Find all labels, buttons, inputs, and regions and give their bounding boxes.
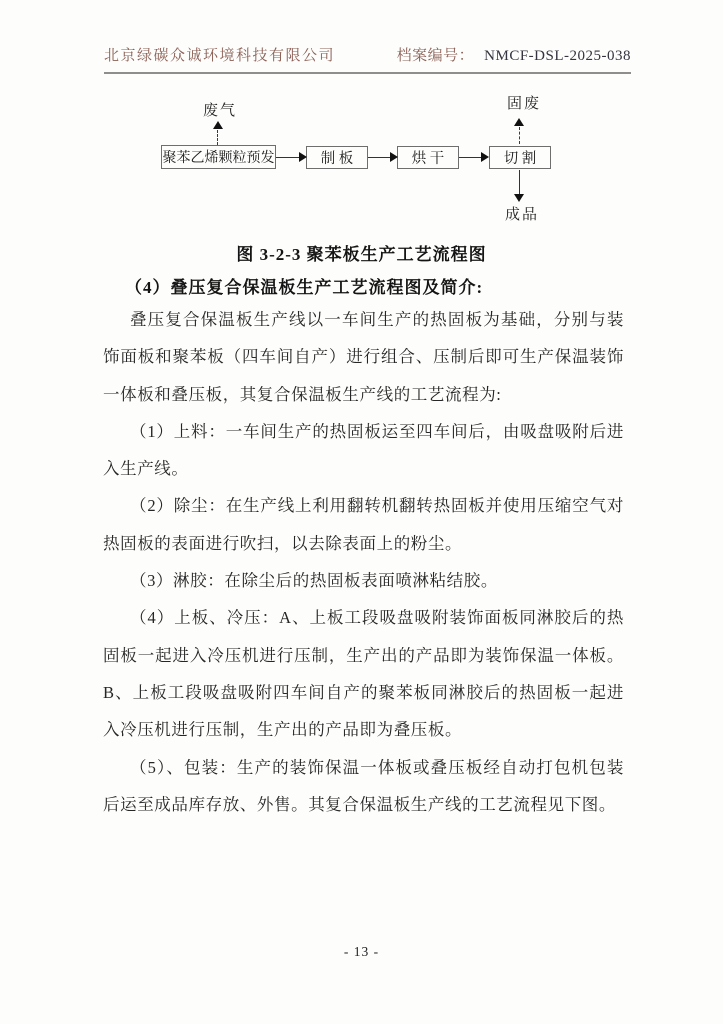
waste-gas-label: 废气 [203,103,238,119]
paragraph-step1: （1）上料：一车间生产的热固板运至四车间后，由吸盘吸附后进入生产线。 [103,421,624,479]
company-name: 北京绿碳众诚环境科技有限公司 [104,48,336,64]
finished-product-label: 成品 [505,207,540,223]
section-heading: （4）叠压复合保温板生产工艺流程图及简介: [125,278,484,297]
dashed-connector [519,127,520,144]
solid-connector [519,170,520,194]
arrow-right-icon [276,157,299,158]
paragraph-step2: （2）除尘：在生产线上利用翻转机翻转热固板并使用压缩空气对热固板的表面进行吹扫，以去除表面上的粉尘。 [103,496,624,553]
arrow-right-icon [459,157,481,158]
paragraph-intro: 叠压复合保温板生产线以一车间生产的热固板为基础，分别与装饰面板和聚苯板（四车间自产）进行组合、压制后即可生产保温装饰一体板和叠压板，其复合保温板生产线的工艺流程为: [103,310,624,404]
figure-caption: 图 3-2-3 聚苯板生产工艺流程图 [236,245,487,264]
dashed-connector [217,130,218,145]
flow-step-cutting: 切 割 [489,146,551,169]
archive-number-block [397,44,631,65]
arrow-down-icon [514,194,524,202]
flow-step-prefoaming: 聚苯乙烯颗粒预发 [161,145,276,169]
body-text [103,301,624,823]
arrow-up-icon [514,118,524,126]
flow-step-drying: 烘 干 [397,146,459,169]
arrow-up-icon [213,121,223,129]
process-flow-diagram [0,88,723,240]
page-header [104,44,631,74]
arrow-right-icon [368,157,390,158]
archive-number: NMCF-DSL-2025-038 [484,48,631,64]
paragraph-step5: （5）、包装：生产的装饰保温一体板或叠压板经自动打包机包装后运至成品库存放、外售。其复合保温板生产线的工艺流程见下图。 [103,757,624,814]
paragraph-step4: （4）上板、冷压：A、上板工段吸盘吸附装饰面板同淋胶后的热固板一起进入冷压机进行压制，生产出的产品即为装饰保温一体板。B、上板工段吸盘吸附四车间自产的聚苯板同淋胶后的热固板一起进入冷压机进行压制，生产出的产品即为叠压板。 [103,608,624,740]
solid-waste-label: 固废 [507,96,542,112]
page-number: - 13 - [343,944,380,959]
archive-label: 档案编号： [396,48,475,64]
paragraph-step3: （3）淋胶：在除尘后的热固板表面喷淋粘结胶。 [130,571,498,591]
flow-step-board-making: 制 板 [306,146,368,169]
